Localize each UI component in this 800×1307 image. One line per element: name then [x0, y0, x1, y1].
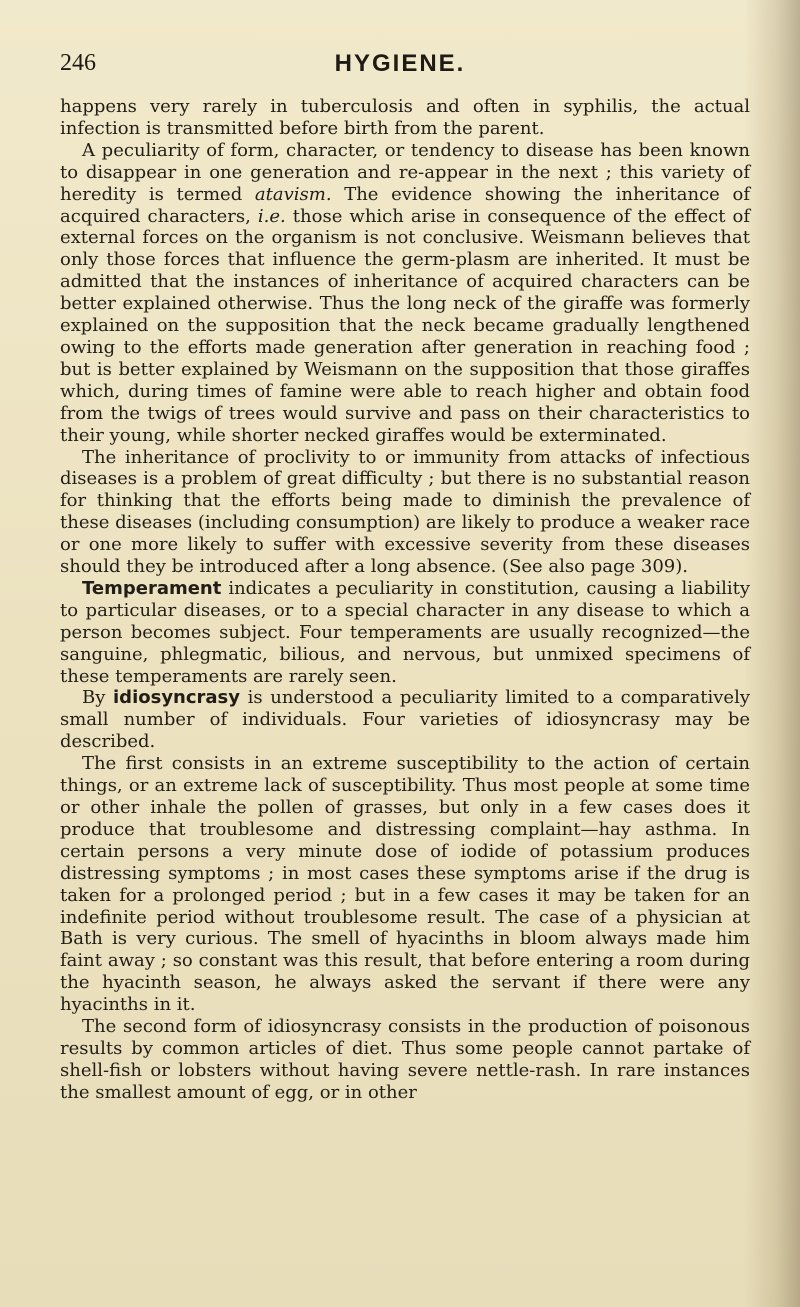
- term-temperament: Temperament: [82, 577, 222, 599]
- paragraph-continuation: happens very rarely in tuberculosis and often in syphilis, the actual infection is transmitted before birth from the parent.: [60, 96, 750, 139]
- page-number: 246: [60, 50, 96, 76]
- running-title: HYGIENE.: [334, 50, 466, 77]
- term-idiosyncrasy: idiosyncrasy: [113, 687, 241, 709]
- paragraph-second-form: The second form of idiosyncrasy consists in the production of poisonous results by common articles of diet. Thus some people cannot partake of shell-fish or lobsters without having severe nettle-rash. In rare instances the smallest amount of egg, or in other: [60, 1016, 750, 1103]
- paragraph-idiosyncrasy: [60, 687, 750, 753]
- abbreviation-ie: i.e.: [257, 205, 286, 227]
- body-text: [60, 96, 750, 1104]
- paragraph-text: those which arise in consequence of the effect of external forces on the organism is not conclusive. Weismann believes that only those forces that influence the germ-plasm are inherited. It must be admitted that the instances of inheritance of acquired characters can be better explained otherwise. Thus the long neck of the giraffe was formerly explained on the supposition that the neck became gradually lengthened owing to the efforts made generation after generation in reaching food ; but is better explained by Weismann on the supposition that those giraffes which, during times of famine were able to reach higher and obtain food from the twigs of trees would survive and pass on their characteristics to their young, while shorter necked giraffes would be exterminated.: [60, 205, 750, 446]
- term-atavism: atavism.: [254, 183, 332, 205]
- paragraph-temperament: [60, 578, 750, 688]
- paragraph-text: The evidence showing the inheritance of acquired characters,: [60, 183, 750, 227]
- paragraph-text: is understood a peculiarity limited to a comparatively small number of individuals. Four varieties of idiosyncrasy may be described.: [60, 687, 750, 753]
- page-header: [60, 50, 740, 84]
- paragraph-text: indicates a peculiarity in constitution, causing a liability to particular diseases, or to a special character in any disease to which a person becomes subject. Four temperaments are usually recognized—the sanguine, phlegmatic, bilious, and nervous, but unmixed specimens of these temperaments are rarely seen.: [60, 577, 750, 687]
- paragraph-proclivity: The inheritance of proclivity to or immunity from attacks of infectious diseases is a problem of great difficulty ; but there is no substantial reason for thinking that the efforts being made to diminish the prevalence of these diseases (including consumption) are likely to produce a weaker race or one more likely to suffer with excessive severity from these diseases should they be introduced after a long absence. (See also page 309).: [60, 446, 750, 578]
- paragraph-text: A peculiarity of form, character, or tendency to disease has been known to disappear in one generation and re-appear in the next ; this variety of heredity is termed: [60, 139, 750, 205]
- paragraph-atavism: [60, 140, 750, 447]
- paragraph-text: By: [82, 687, 114, 709]
- paragraph-first-form: The first consists in an extreme susceptibility to the action of certain things, or an extreme lack of susceptibility. Thus most people at some time or other inhale the pollen of grasses, but only in a few cases does it produce that troublesome and distressing complaint—hay asthma. In certain persons a very minute dose of iodide of potassium produces distressing symptoms ; in most cases these symptoms arise if the drug is taken for a prolonged period ; but in a few cases it may be taken for an indefinite period without troublesome result. The case of a physician at Bath is very curious. The smell of hyacinths in bloom always made him faint away ; so constant was this result, that before entering a room during the hyacinth season, he always asked the servant if there were any hyacinths in it.: [60, 753, 750, 1016]
